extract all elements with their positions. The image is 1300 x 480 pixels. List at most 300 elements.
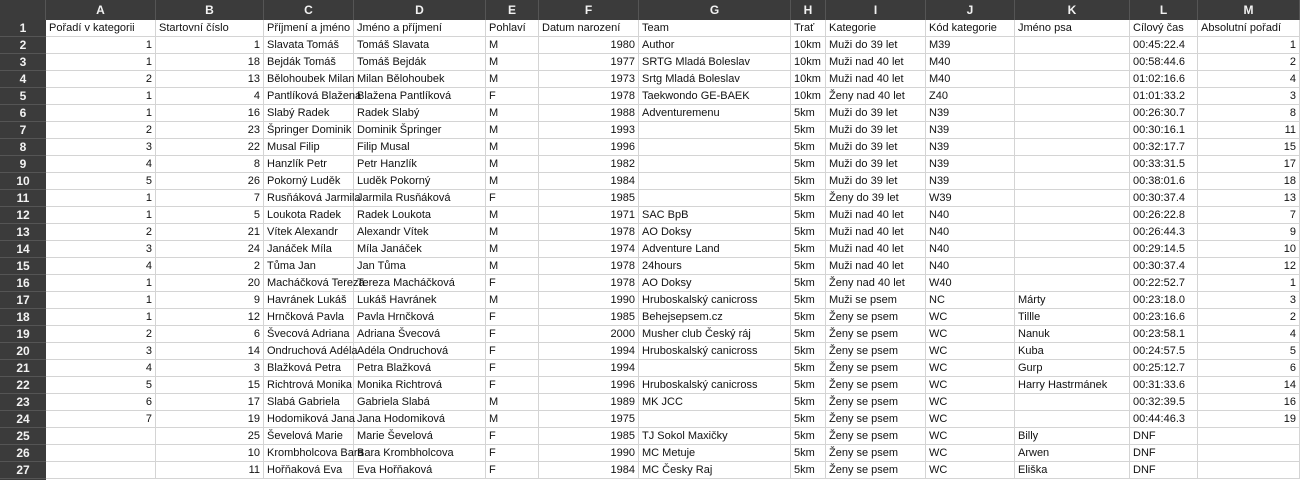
cell-g1[interactable]: Team — [639, 20, 791, 37]
cell-j27[interactable]: WC — [926, 462, 1015, 479]
cell-l7[interactable]: 00:30:16.1 — [1130, 122, 1198, 139]
cell-a24[interactable]: 7 — [46, 411, 156, 428]
cell-e26[interactable]: F — [486, 445, 539, 462]
cell-j21[interactable]: WC — [926, 360, 1015, 377]
cell-c19[interactable]: Švecová Adriana — [264, 326, 354, 343]
cell-m3[interactable]: 2 — [1198, 54, 1300, 71]
cell-l9[interactable]: 00:33:31.5 — [1130, 156, 1198, 173]
cell-g18[interactable]: Behejsepsem.cz — [639, 309, 791, 326]
cell-m14[interactable]: 10 — [1198, 241, 1300, 258]
cell-d14[interactable]: Míla Janáček — [354, 241, 486, 258]
row-header-23[interactable]: 23 — [0, 394, 46, 411]
cell-h6[interactable]: 5km — [791, 105, 826, 122]
cell-j2[interactable]: M39 — [926, 37, 1015, 54]
row-header-18[interactable]: 18 — [0, 309, 46, 326]
cell-k9[interactable] — [1015, 156, 1130, 173]
cell-d26[interactable]: Bara Krombholcova — [354, 445, 486, 462]
row-header-22[interactable]: 22 — [0, 377, 46, 394]
cell-f1[interactable]: Datum narození — [539, 20, 639, 37]
cell-c16[interactable]: Macháčková Tereza — [264, 275, 354, 292]
row-header-5[interactable]: 5 — [0, 88, 46, 105]
cell-e23[interactable]: M — [486, 394, 539, 411]
cell-g12[interactable]: SAC BpB — [639, 207, 791, 224]
cell-b11[interactable]: 7 — [156, 190, 264, 207]
cell-l14[interactable]: 00:29:14.5 — [1130, 241, 1198, 258]
cell-l16[interactable]: 00:22:52.7 — [1130, 275, 1198, 292]
cell-d23[interactable]: Gabriela Slabá — [354, 394, 486, 411]
cell-f24[interactable]: 1975 — [539, 411, 639, 428]
cell-e22[interactable]: F — [486, 377, 539, 394]
column-header-k[interactable]: K — [1015, 0, 1130, 20]
cell-c14[interactable]: Janáček Míla — [264, 241, 354, 258]
cell-j20[interactable]: WC — [926, 343, 1015, 360]
cell-b26[interactable]: 10 — [156, 445, 264, 462]
cell-c12[interactable]: Loukota Radek — [264, 207, 354, 224]
cell-m16[interactable]: 1 — [1198, 275, 1300, 292]
cell-f3[interactable]: 1977 — [539, 54, 639, 71]
cell-e11[interactable]: F — [486, 190, 539, 207]
cell-e9[interactable]: M — [486, 156, 539, 173]
cell-k17[interactable]: Márty — [1015, 292, 1130, 309]
cell-i6[interactable]: Muži do 39 let — [826, 105, 926, 122]
cell-d24[interactable]: Jana Hodomiková — [354, 411, 486, 428]
cell-a9[interactable]: 4 — [46, 156, 156, 173]
cell-k15[interactable] — [1015, 258, 1130, 275]
cell-l18[interactable]: 00:23:16.6 — [1130, 309, 1198, 326]
cell-f14[interactable]: 1974 — [539, 241, 639, 258]
cell-d13[interactable]: Alexandr Vítek — [354, 224, 486, 241]
cell-m15[interactable]: 12 — [1198, 258, 1300, 275]
cell-j22[interactable]: WC — [926, 377, 1015, 394]
cell-b20[interactable]: 14 — [156, 343, 264, 360]
row-header-26[interactable]: 26 — [0, 445, 46, 462]
cell-d4[interactable]: Milan Bělohoubek — [354, 71, 486, 88]
cell-i24[interactable]: Ženy se psem — [826, 411, 926, 428]
cell-c4[interactable]: Bělohoubek Milan — [264, 71, 354, 88]
cell-b25[interactable]: 25 — [156, 428, 264, 445]
cell-h12[interactable]: 5km — [791, 207, 826, 224]
cell-i7[interactable]: Muži do 39 let — [826, 122, 926, 139]
row-header-2[interactable]: 2 — [0, 37, 46, 54]
cell-k8[interactable] — [1015, 139, 1130, 156]
cell-m27[interactable] — [1198, 462, 1300, 479]
cell-j19[interactable]: WC — [926, 326, 1015, 343]
row-header-11[interactable]: 11 — [0, 190, 46, 207]
cell-e15[interactable]: M — [486, 258, 539, 275]
cell-a19[interactable]: 2 — [46, 326, 156, 343]
cell-a27[interactable] — [46, 462, 156, 479]
cell-m11[interactable]: 13 — [1198, 190, 1300, 207]
cell-e25[interactable]: F — [486, 428, 539, 445]
cell-i8[interactable]: Muži do 39 let — [826, 139, 926, 156]
cell-h9[interactable]: 5km — [791, 156, 826, 173]
cell-g23[interactable]: MK JCC — [639, 394, 791, 411]
cell-f26[interactable]: 1990 — [539, 445, 639, 462]
cell-c20[interactable]: Ondruchová Adéla — [264, 343, 354, 360]
cell-b13[interactable]: 21 — [156, 224, 264, 241]
cell-f6[interactable]: 1988 — [539, 105, 639, 122]
cell-j10[interactable]: N39 — [926, 173, 1015, 190]
cell-l1[interactable]: Cílový čas — [1130, 20, 1198, 37]
row-header-8[interactable]: 8 — [0, 139, 46, 156]
cell-a7[interactable]: 2 — [46, 122, 156, 139]
cell-i9[interactable]: Muži do 39 let — [826, 156, 926, 173]
column-header-m[interactable]: M — [1198, 0, 1300, 20]
cell-m13[interactable]: 9 — [1198, 224, 1300, 241]
cell-d22[interactable]: Monika Richtrová — [354, 377, 486, 394]
cell-k5[interactable] — [1015, 88, 1130, 105]
cell-f19[interactable]: 2000 — [539, 326, 639, 343]
cell-e10[interactable]: M — [486, 173, 539, 190]
cell-f23[interactable]: 1989 — [539, 394, 639, 411]
cell-b10[interactable]: 26 — [156, 173, 264, 190]
cell-i22[interactable]: Ženy se psem — [826, 377, 926, 394]
cell-c18[interactable]: Hrnčková Pavla — [264, 309, 354, 326]
cell-k12[interactable] — [1015, 207, 1130, 224]
cell-b4[interactable]: 13 — [156, 71, 264, 88]
cell-e14[interactable]: M — [486, 241, 539, 258]
cell-j23[interactable]: WC — [926, 394, 1015, 411]
cell-e7[interactable]: M — [486, 122, 539, 139]
cell-e12[interactable]: M — [486, 207, 539, 224]
cell-a1[interactable]: Pořadí v kategorii — [46, 20, 156, 37]
cell-g11[interactable] — [639, 190, 791, 207]
cell-k18[interactable]: Tillle — [1015, 309, 1130, 326]
cell-l25[interactable]: DNF — [1130, 428, 1198, 445]
cell-b17[interactable]: 9 — [156, 292, 264, 309]
cell-b24[interactable]: 19 — [156, 411, 264, 428]
row-header-6[interactable]: 6 — [0, 105, 46, 122]
cell-m4[interactable]: 4 — [1198, 71, 1300, 88]
row-header-16[interactable]: 16 — [0, 275, 46, 292]
cell-h10[interactable]: 5km — [791, 173, 826, 190]
cell-g7[interactable] — [639, 122, 791, 139]
row-header-20[interactable]: 20 — [0, 343, 46, 360]
cell-j5[interactable]: Z40 — [926, 88, 1015, 105]
cell-i2[interactable]: Muži do 39 let — [826, 37, 926, 54]
cell-i10[interactable]: Muži do 39 let — [826, 173, 926, 190]
row-header-13[interactable]: 13 — [0, 224, 46, 241]
cell-m18[interactable]: 2 — [1198, 309, 1300, 326]
cell-g20[interactable]: Hruboskalský canicross — [639, 343, 791, 360]
cell-g10[interactable] — [639, 173, 791, 190]
cell-k13[interactable] — [1015, 224, 1130, 241]
cell-h2[interactable]: 10km — [791, 37, 826, 54]
cell-l8[interactable]: 00:32:17.7 — [1130, 139, 1198, 156]
cell-d20[interactable]: Adéla Ondruchová — [354, 343, 486, 360]
cell-m2[interactable]: 1 — [1198, 37, 1300, 54]
select-all-corner[interactable] — [0, 0, 46, 20]
cell-m10[interactable]: 18 — [1198, 173, 1300, 190]
cell-l24[interactable]: 00:44:46.3 — [1130, 411, 1198, 428]
cell-c23[interactable]: Slabá Gabriela — [264, 394, 354, 411]
cell-l12[interactable]: 00:26:22.8 — [1130, 207, 1198, 224]
cell-d9[interactable]: Petr Hanzlík — [354, 156, 486, 173]
cell-e18[interactable]: F — [486, 309, 539, 326]
cell-i14[interactable]: Muži nad 40 let — [826, 241, 926, 258]
cell-m17[interactable]: 3 — [1198, 292, 1300, 309]
cell-b15[interactable]: 2 — [156, 258, 264, 275]
cell-j8[interactable]: N39 — [926, 139, 1015, 156]
cell-a10[interactable]: 5 — [46, 173, 156, 190]
cell-h8[interactable]: 5km — [791, 139, 826, 156]
cell-c7[interactable]: Špringer Dominik — [264, 122, 354, 139]
cell-m12[interactable]: 7 — [1198, 207, 1300, 224]
cell-c26[interactable]: Krombholcova Bara — [264, 445, 354, 462]
cell-a21[interactable]: 4 — [46, 360, 156, 377]
cell-l6[interactable]: 00:26:30.7 — [1130, 105, 1198, 122]
cell-d8[interactable]: Filip Musal — [354, 139, 486, 156]
cell-h15[interactable]: 5km — [791, 258, 826, 275]
cell-g27[interactable]: MC Česky Raj — [639, 462, 791, 479]
row-header-10[interactable]: 10 — [0, 173, 46, 190]
cell-e3[interactable]: M — [486, 54, 539, 71]
cell-g21[interactable] — [639, 360, 791, 377]
cell-a2[interactable]: 1 — [46, 37, 156, 54]
cell-e5[interactable]: F — [486, 88, 539, 105]
cell-g22[interactable]: Hruboskalský canicross — [639, 377, 791, 394]
column-header-l[interactable]: L — [1130, 0, 1198, 20]
cell-d7[interactable]: Dominik Špringer — [354, 122, 486, 139]
cell-e13[interactable]: M — [486, 224, 539, 241]
cell-g25[interactable]: TJ Sokol Maxičky — [639, 428, 791, 445]
cell-f4[interactable]: 1973 — [539, 71, 639, 88]
cell-h21[interactable]: 5km — [791, 360, 826, 377]
cell-k14[interactable] — [1015, 241, 1130, 258]
cell-b2[interactable]: 1 — [156, 37, 264, 54]
cell-k24[interactable] — [1015, 411, 1130, 428]
cell-b7[interactable]: 23 — [156, 122, 264, 139]
cell-k23[interactable] — [1015, 394, 1130, 411]
row-header-15[interactable]: 15 — [0, 258, 46, 275]
cell-m24[interactable]: 19 — [1198, 411, 1300, 428]
row-header-24[interactable]: 24 — [0, 411, 46, 428]
cell-b22[interactable]: 15 — [156, 377, 264, 394]
cell-h3[interactable]: 10km — [791, 54, 826, 71]
cell-i25[interactable]: Ženy se psem — [826, 428, 926, 445]
cell-h11[interactable]: 5km — [791, 190, 826, 207]
row-header-21[interactable]: 21 — [0, 360, 46, 377]
cell-h25[interactable]: 5km — [791, 428, 826, 445]
cell-k20[interactable]: Kuba — [1015, 343, 1130, 360]
cell-f27[interactable]: 1984 — [539, 462, 639, 479]
cell-g26[interactable]: MC Metuje — [639, 445, 791, 462]
cell-l4[interactable]: 01:02:16.6 — [1130, 71, 1198, 88]
cell-k4[interactable] — [1015, 71, 1130, 88]
cell-f17[interactable]: 1990 — [539, 292, 639, 309]
cell-k1[interactable]: Jméno psa — [1015, 20, 1130, 37]
cell-e16[interactable]: F — [486, 275, 539, 292]
cell-a12[interactable]: 1 — [46, 207, 156, 224]
row-header-25[interactable]: 25 — [0, 428, 46, 445]
cell-k22[interactable]: Harry Hastrmánek — [1015, 377, 1130, 394]
cell-b14[interactable]: 24 — [156, 241, 264, 258]
cell-d2[interactable]: Tomáš Slavata — [354, 37, 486, 54]
cell-a15[interactable]: 4 — [46, 258, 156, 275]
cell-g24[interactable] — [639, 411, 791, 428]
cell-f7[interactable]: 1993 — [539, 122, 639, 139]
cell-h27[interactable]: 5km — [791, 462, 826, 479]
cell-f8[interactable]: 1996 — [539, 139, 639, 156]
cell-g13[interactable]: AO Doksy — [639, 224, 791, 241]
cell-f20[interactable]: 1994 — [539, 343, 639, 360]
cell-k19[interactable]: Nanuk — [1015, 326, 1130, 343]
cell-i16[interactable]: Ženy nad 40 let — [826, 275, 926, 292]
cell-f16[interactable]: 1978 — [539, 275, 639, 292]
cell-c8[interactable]: Musal Filip — [264, 139, 354, 156]
cell-a22[interactable]: 5 — [46, 377, 156, 394]
cell-g8[interactable] — [639, 139, 791, 156]
cell-j18[interactable]: WC — [926, 309, 1015, 326]
cell-g6[interactable]: Adventuremenu — [639, 105, 791, 122]
cell-m20[interactable]: 5 — [1198, 343, 1300, 360]
cell-c11[interactable]: Rusňáková Jarmila — [264, 190, 354, 207]
cell-j12[interactable]: N40 — [926, 207, 1015, 224]
cell-g16[interactable]: AO Doksy — [639, 275, 791, 292]
cell-c21[interactable]: Blažková Petra — [264, 360, 354, 377]
cell-l21[interactable]: 00:25:12.7 — [1130, 360, 1198, 377]
column-header-i[interactable]: I — [826, 0, 926, 20]
cell-b1[interactable]: Startovní číslo — [156, 20, 264, 37]
column-header-a[interactable]: A — [46, 0, 156, 20]
cell-b5[interactable]: 4 — [156, 88, 264, 105]
cell-h17[interactable]: 5km — [791, 292, 826, 309]
cell-d3[interactable]: Tomáš Bejdák — [354, 54, 486, 71]
cell-c1[interactable]: Příjmení a jméno — [264, 20, 354, 37]
cell-a8[interactable]: 3 — [46, 139, 156, 156]
cell-m5[interactable]: 3 — [1198, 88, 1300, 105]
row-header-17[interactable]: 17 — [0, 292, 46, 309]
cell-f9[interactable]: 1982 — [539, 156, 639, 173]
cell-e6[interactable]: M — [486, 105, 539, 122]
cell-j14[interactable]: N40 — [926, 241, 1015, 258]
cell-a4[interactable]: 2 — [46, 71, 156, 88]
cell-i23[interactable]: Ženy se psem — [826, 394, 926, 411]
cell-a6[interactable]: 1 — [46, 105, 156, 122]
cell-b21[interactable]: 3 — [156, 360, 264, 377]
cell-c13[interactable]: Vítek Alexandr — [264, 224, 354, 241]
cell-c15[interactable]: Tůma Jan — [264, 258, 354, 275]
cell-d25[interactable]: Marie Ševelová — [354, 428, 486, 445]
cell-h4[interactable]: 10km — [791, 71, 826, 88]
cell-k21[interactable]: Gurp — [1015, 360, 1130, 377]
cell-b19[interactable]: 6 — [156, 326, 264, 343]
cell-l15[interactable]: 00:30:37.4 — [1130, 258, 1198, 275]
cell-f13[interactable]: 1978 — [539, 224, 639, 241]
cell-c2[interactable]: Slavata Tomáš — [264, 37, 354, 54]
cell-g4[interactable]: Srtg Mladá Boleslav — [639, 71, 791, 88]
row-header-14[interactable]: 14 — [0, 241, 46, 258]
cell-m23[interactable]: 16 — [1198, 394, 1300, 411]
cell-j16[interactable]: W40 — [926, 275, 1015, 292]
cell-b9[interactable]: 8 — [156, 156, 264, 173]
cell-b23[interactable]: 17 — [156, 394, 264, 411]
cell-j11[interactable]: W39 — [926, 190, 1015, 207]
cell-b18[interactable]: 12 — [156, 309, 264, 326]
cell-g14[interactable]: Adventure Land — [639, 241, 791, 258]
row-header-19[interactable]: 19 — [0, 326, 46, 343]
cell-i5[interactable]: Ženy nad 40 let — [826, 88, 926, 105]
cell-a3[interactable]: 1 — [46, 54, 156, 71]
cell-h5[interactable]: 10km — [791, 88, 826, 105]
cell-a5[interactable]: 1 — [46, 88, 156, 105]
row-header-27[interactable]: 27 — [0, 462, 46, 479]
cell-l27[interactable]: DNF — [1130, 462, 1198, 479]
cell-m22[interactable]: 14 — [1198, 377, 1300, 394]
cell-b12[interactable]: 5 — [156, 207, 264, 224]
cell-f12[interactable]: 1971 — [539, 207, 639, 224]
cell-k7[interactable] — [1015, 122, 1130, 139]
cell-j15[interactable]: N40 — [926, 258, 1015, 275]
cell-i17[interactable]: Muži se psem — [826, 292, 926, 309]
cell-l3[interactable]: 00:58:44.6 — [1130, 54, 1198, 71]
cell-l5[interactable]: 01:01:33.2 — [1130, 88, 1198, 105]
cell-i27[interactable]: Ženy se psem — [826, 462, 926, 479]
cell-h22[interactable]: 5km — [791, 377, 826, 394]
cell-a18[interactable]: 1 — [46, 309, 156, 326]
cell-d12[interactable]: Radek Loukota — [354, 207, 486, 224]
cell-b27[interactable]: 11 — [156, 462, 264, 479]
row-header-12[interactable]: 12 — [0, 207, 46, 224]
cell-k27[interactable]: Eliška — [1015, 462, 1130, 479]
column-header-b[interactable]: B — [156, 0, 264, 20]
cell-c24[interactable]: Hodomiková Jana — [264, 411, 354, 428]
cell-g19[interactable]: Musher club Český ráj — [639, 326, 791, 343]
cell-a20[interactable]: 3 — [46, 343, 156, 360]
cell-l19[interactable]: 00:23:58.1 — [1130, 326, 1198, 343]
cell-g9[interactable] — [639, 156, 791, 173]
cell-e27[interactable]: F — [486, 462, 539, 479]
row-header-4[interactable]: 4 — [0, 71, 46, 88]
row-header-3[interactable]: 3 — [0, 54, 46, 71]
cell-k26[interactable]: Arwen — [1015, 445, 1130, 462]
cell-i18[interactable]: Ženy se psem — [826, 309, 926, 326]
cell-i13[interactable]: Muži nad 40 let — [826, 224, 926, 241]
cell-e4[interactable]: M — [486, 71, 539, 88]
cell-f2[interactable]: 1980 — [539, 37, 639, 54]
cell-c9[interactable]: Hanzlík Petr — [264, 156, 354, 173]
cell-i26[interactable]: Ženy se psem — [826, 445, 926, 462]
cell-i1[interactable]: Kategorie — [826, 20, 926, 37]
cell-m21[interactable]: 6 — [1198, 360, 1300, 377]
cell-a26[interactable] — [46, 445, 156, 462]
cell-e2[interactable]: M — [486, 37, 539, 54]
cell-h23[interactable]: 5km — [791, 394, 826, 411]
cell-f15[interactable]: 1978 — [539, 258, 639, 275]
cell-h14[interactable]: 5km — [791, 241, 826, 258]
cell-g15[interactable]: 24hours — [639, 258, 791, 275]
cell-e19[interactable]: F — [486, 326, 539, 343]
cell-g5[interactable]: Taekwondo GE-BAEK — [639, 88, 791, 105]
cell-i4[interactable]: Muži nad 40 let — [826, 71, 926, 88]
cell-d15[interactable]: Jan Tůma — [354, 258, 486, 275]
cell-e24[interactable]: M — [486, 411, 539, 428]
cell-i20[interactable]: Ženy se psem — [826, 343, 926, 360]
cell-a25[interactable] — [46, 428, 156, 445]
cell-b16[interactable]: 20 — [156, 275, 264, 292]
cell-g17[interactable]: Hruboskalský canicross — [639, 292, 791, 309]
cell-i15[interactable]: Muži nad 40 let — [826, 258, 926, 275]
cell-j17[interactable]: NC — [926, 292, 1015, 309]
cell-h20[interactable]: 5km — [791, 343, 826, 360]
cell-m19[interactable]: 4 — [1198, 326, 1300, 343]
cell-b8[interactable]: 22 — [156, 139, 264, 156]
cell-j26[interactable]: WC — [926, 445, 1015, 462]
cell-i21[interactable]: Ženy se psem — [826, 360, 926, 377]
cell-d27[interactable]: Eva Hořňaková — [354, 462, 486, 479]
column-header-g[interactable]: G — [639, 0, 791, 20]
cell-e17[interactable]: M — [486, 292, 539, 309]
